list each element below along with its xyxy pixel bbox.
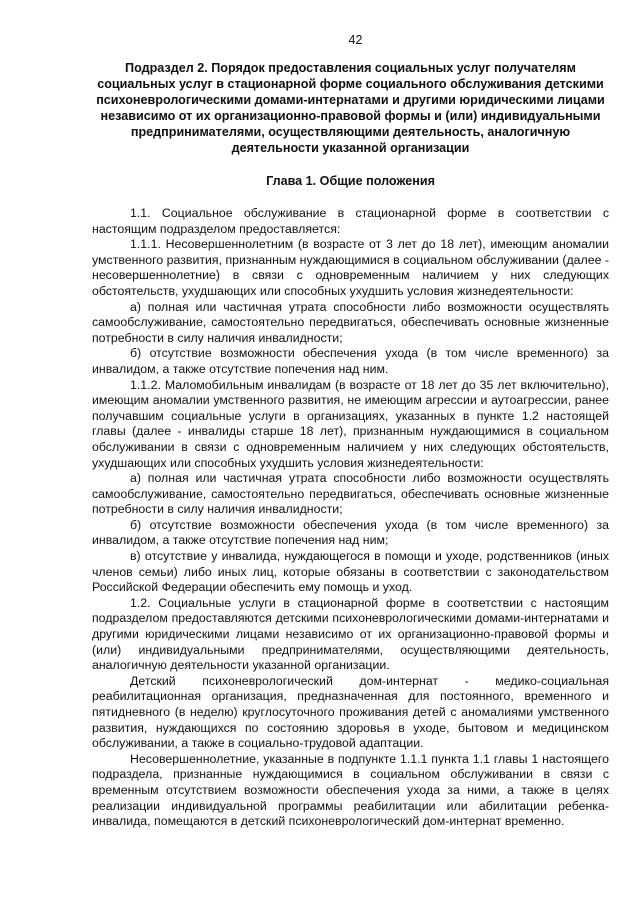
body-text	[92, 206, 609, 830]
paragraph: а) полная или частичная утрата способности либо возможности осуществлять самообслуживание, самостоятельно передвигаться, обеспечивать основные жизненные потребности в силу наличия инвалидности;	[92, 299, 609, 345]
paragraph: Детский психоневрологический дом-интернат - медико-социальная реабилитационная организация, предназначенная для постоянного, временного и пятидневного (в неделю) круглосуточного проживания детей с аномалиями умственного развития, нуждающихся по состоянию здоровья в уходе, бытовом и медицинском обслуживании, а также в социально-трудовой адаптации.	[92, 673, 609, 751]
paragraph: 1.1.1. Несовершеннолетним (в возрасте от 3 лет до 18 лет), имеющим аномалии умственного развития, признанным нуждающимися в социальном обслуживании (далее - несовершеннолетние) в связи с одновременным наличием у них следующих обстоятельств, ухудшающих или способных ухудшить условия жизнедеятельности:	[92, 237, 609, 298]
chapter-heading: Глава 1. Общие положения	[266, 174, 435, 188]
page-number: 42	[348, 33, 363, 47]
paragraph: в) отсутствие у инвалида, нуждающегося в помощи и уходе, родственников (иных членов семьи) либо иных лиц, которые обязаны в соответствии с законодательством Российской Федерации обеспечить ему помощь и уход.	[92, 549, 609, 595]
paragraph: 1.1.2. Маломобильным инвалидам (в возрасте от 18 лет до 35 лет включительно), имеющим аномалии умственного развития, не имеющим агрессии и аутоагрессии, ранее получавшим социальные услуги в организациях, указанных в пункте 1.2 настоящей главы (далее - инвалиды старше 18 лет), признанным нуждающимися в социальном обслуживании в связи с одновременным наличием у них следующих обстоятельств, ухудшающих или способных ухудшить условия жизнедеятельности:	[92, 377, 609, 470]
paragraph: б) отсутствие возможности обеспечения ухода (в том числе временного) за инвалидом, а также отсутствие попечения над ним;	[92, 517, 609, 548]
paragraph: 1.1. Социальное обслуживание в стационарной форме в соответствии с настоящим подразделом предоставляется:	[92, 206, 609, 236]
paragraph: б) отсутствие возможности обеспечения ухода (в том числе временного) за инвалидом, а также отсутствие попечения над ним.	[92, 346, 609, 376]
paragraph: Несовершеннолетние, указанные в подпункте 1.1.1 пункта 1.1 главы 1 настоящего подраздела, признанные нуждающимися в социальном обслуживании в связи с временным отсутствием возможности обеспечения ухода за ними, а также в целях реализации индивидуальной программы реабилитации или абилитации ребенка-инвалида, помещаются в детский психоневрологический дом-интернат временно.	[92, 751, 609, 829]
paragraph: 1.2. Социальные услуги в стационарной форме в соответствии с настоящим подразделом предоставляются детскими психоневрологическими домами-интернатами и другими юридическими лицами независимо от их организационно-правовой формы и (или) индивидуальными предпринимателями, осуществляющими деятельность, аналогичную деятельности указанной организации.	[92, 595, 609, 673]
section-heading: Подраздел 2. Порядок предоставления социальных услуг получателям социальных услуг в стационарной форме социального обслуживания детскими психоневрологическими домами-интернатами и другими юридическими лицами независимо от их организационно-правовой формы и (или) индивидуальными предпринимателями, осуществляющими деятельность, аналогичную деятельности указанной организации	[96, 61, 605, 155]
paragraph: а) полная или частичная утрата способности либо возможности осуществлять самообслуживание, самостоятельно передвигаться, обеспечивать основные жизненные потребности в силу наличия инвалидности;	[92, 471, 609, 517]
